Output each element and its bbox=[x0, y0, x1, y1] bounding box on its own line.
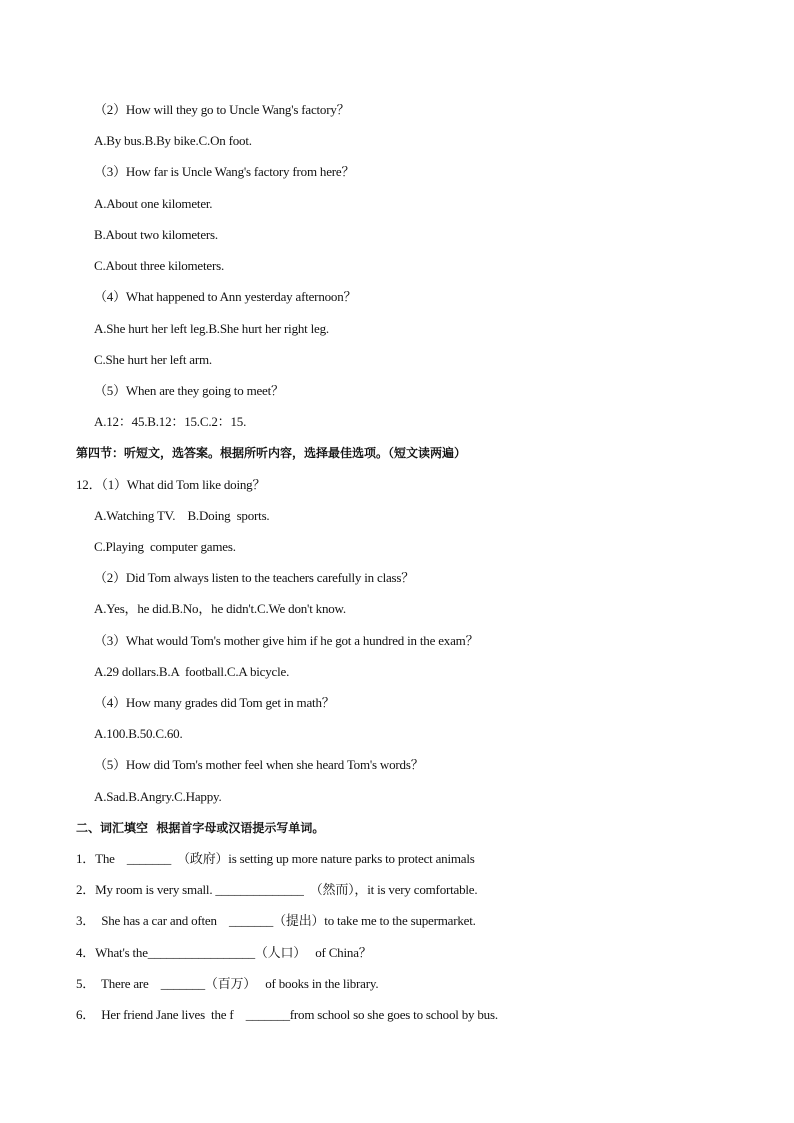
question-12-3-options: A.29 dollars.B.A football.C.A bicycle. bbox=[94, 664, 290, 679]
question-2-options: A.By bus.B.By bike.C.On foot. bbox=[94, 133, 252, 148]
question-12-5: （5）How did Tom's mother feel when she heard Tom's words？ bbox=[94, 757, 424, 772]
question-12-4: （4）How many grades did Tom get in math？ bbox=[94, 695, 335, 710]
vocab-item-2: 2．My room is very small. ______________ （然而），it is very comfortable. bbox=[76, 882, 478, 897]
vocab-item-3: 3． She has a car and often _______（提出）to take me to the supermarket. bbox=[76, 913, 476, 928]
vocab-item-6: 6． Her friend Jane lives the f _______from school so she goes to school by bus. bbox=[76, 1007, 498, 1022]
question-4: （4）What happened to Ann yesterday afternoon？ bbox=[94, 289, 357, 304]
section-4-heading: 第四节：听短文，选答案。根据所听内容，选择最佳选项。（短文读两遍） bbox=[76, 446, 467, 460]
question-12-5-options: A.Sad.B.Angry.C.Happy. bbox=[94, 789, 222, 804]
question-5-options: A.12：45.B.12：15.C.2：15. bbox=[94, 414, 247, 429]
question-12-1: 12．（1）What did Tom like doing？ bbox=[76, 477, 266, 492]
vocab-heading: 二、词汇填空 根据首字母或汉语提示写单词。 bbox=[76, 821, 325, 835]
question-12-2: （2）Did Tom always listen to the teachers carefully in class？ bbox=[94, 570, 415, 585]
question-3-option-a: A.About one kilometer. bbox=[94, 196, 213, 211]
question-12-1-options-ab: A.Watching TV. B.Doing sports. bbox=[94, 508, 270, 523]
question-4-option-c: C.She hurt her left arm. bbox=[94, 352, 212, 367]
question-3-option-c: C.About three kilometers. bbox=[94, 258, 225, 273]
question-12-2-options: A.Yes，he did.B.No，he didn't.C.We don't know. bbox=[94, 601, 346, 616]
question-4-options-ab: A.She hurt her left leg.B.She hurt her right leg. bbox=[94, 321, 329, 336]
vocab-item-4: 4．What's the_________________（人口） of China？ bbox=[76, 945, 372, 960]
question-12-1-option-c: C.Playing computer games. bbox=[94, 539, 236, 554]
question-12-4-options: A.100.B.50.C.60. bbox=[94, 726, 183, 741]
vocab-item-5: 5． There are _______（百万） of books in the library. bbox=[76, 976, 379, 991]
question-5: （5）When are they going to meet？ bbox=[94, 383, 284, 398]
question-12-3: （3）What would Tom's mother give him if he got a hundred in the exam？ bbox=[94, 633, 479, 648]
question-3-option-b: B.About two kilometers. bbox=[94, 227, 218, 242]
vocab-item-1: 1．The _______ （政府）is setting up more nature parks to protect animals bbox=[76, 851, 475, 866]
question-3: （3）How far is Uncle Wang's factory from here？ bbox=[94, 164, 355, 179]
question-2: （2）How will they go to Uncle Wang's factory？ bbox=[94, 102, 350, 117]
